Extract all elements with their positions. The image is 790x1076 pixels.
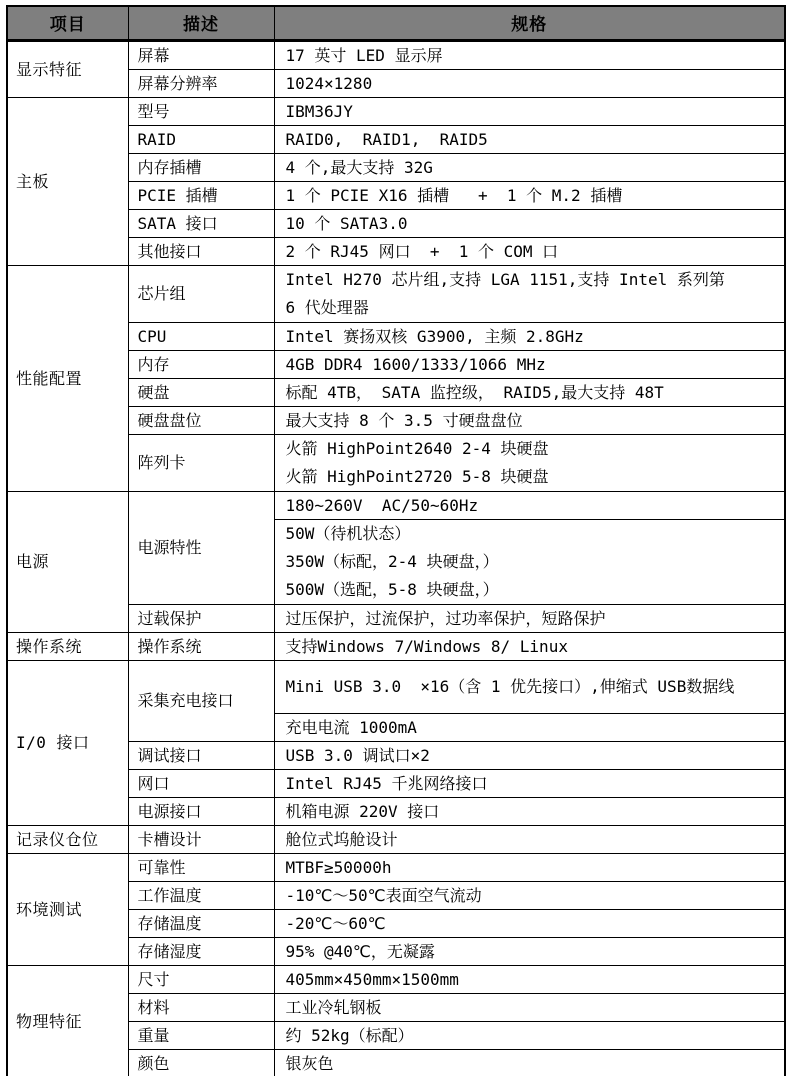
item-cell: 性能配置	[7, 265, 128, 491]
table-row	[7, 97, 785, 125]
table-row	[7, 40, 785, 69]
spec-cell: 2 个 RJ45 网口 + 1 个 COM 口	[274, 237, 785, 265]
desc-cell: 电源接口	[128, 797, 274, 825]
desc-cell: 工作温度	[128, 881, 274, 909]
item-cell: 记录仪仓位	[7, 825, 128, 853]
spec-cell: 1024×1280	[274, 69, 785, 97]
spec-table	[6, 5, 786, 1076]
desc-cell: 调试接口	[128, 741, 274, 769]
spec-cell: Intel RJ45 千兆网络接口	[274, 769, 785, 797]
spec-line: 500W（选配，5-8 块硬盘，）	[285, 579, 499, 599]
item-cell: 物理特征	[7, 965, 128, 1076]
spec-cell: -20℃～60℃	[274, 909, 785, 937]
item-cell: 主板	[7, 97, 128, 265]
spec-cell: 舱位式坞舱设计	[274, 825, 785, 853]
spec-line: 350W（标配，2-4 块硬盘，）	[285, 551, 499, 571]
desc-cell: 屏幕分辨率	[128, 69, 274, 97]
table-row	[7, 965, 785, 993]
header-cell-spec: 规格	[274, 6, 785, 40]
spec-cell: 10 个 SATA3.0	[274, 209, 785, 237]
desc-cell: 可靠性	[128, 853, 274, 881]
table-row	[7, 660, 785, 713]
spec-line: 火箭 HighPoint2720 5-8 块硬盘	[285, 466, 549, 486]
desc-cell: 存储湿度	[128, 937, 274, 965]
table-header-row	[7, 6, 785, 40]
header-cell-item: 项目	[7, 6, 128, 40]
desc-cell: 重量	[128, 1021, 274, 1049]
spec-cell: 95% @40℃，无凝露	[274, 937, 785, 965]
item-cell: 电源	[7, 491, 128, 632]
item-cell: 操作系统	[7, 632, 128, 660]
spec-cell: 17 英寸 LED 显示屏	[274, 40, 785, 69]
spec-cell	[274, 265, 785, 322]
desc-cell: 屏幕	[128, 40, 274, 69]
table-row	[7, 853, 785, 881]
spec-cell: 约 52kg（标配）	[274, 1021, 785, 1049]
spec-cell: 银灰色	[274, 1049, 785, 1076]
desc-cell: 操作系统	[128, 632, 274, 660]
desc-cell: 硬盘盘位	[128, 406, 274, 434]
desc-cell: 硬盘	[128, 378, 274, 406]
table-row	[7, 265, 785, 322]
spec-cell: Intel 赛扬双核 G3900, 主频 2.8GHz	[274, 322, 785, 350]
desc-cell: 存储温度	[128, 909, 274, 937]
desc-cell: 电源特性	[128, 491, 274, 604]
spec-cell: 405mm×450mm×1500mm	[274, 965, 785, 993]
spec-line: 50W（待机状态）	[285, 523, 411, 543]
header-cell-desc: 描述	[128, 6, 274, 40]
spec-table-body	[7, 40, 785, 1076]
desc-cell: 颜色	[128, 1049, 274, 1076]
table-row	[7, 632, 785, 660]
desc-cell: CPU	[128, 322, 274, 350]
spec-cell: 支持Windows 7/Windows 8/ Linux	[274, 632, 785, 660]
spec-cell: USB 3.0 调试口×2	[274, 741, 785, 769]
spec-cell: 充电电流 1000mA	[274, 713, 785, 741]
table-row	[7, 825, 785, 853]
desc-cell: 芯片组	[128, 265, 274, 322]
spec-cell	[274, 434, 785, 491]
desc-cell: 采集充电接口	[128, 660, 274, 741]
spec-line: 火箭 HighPoint2640 2-4 块硬盘	[285, 438, 549, 458]
desc-cell: PCIE 插槽	[128, 181, 274, 209]
spec-cell: 180~260V AC/50~60Hz	[274, 491, 785, 519]
spec-cell	[274, 519, 785, 604]
desc-cell: 型号	[128, 97, 274, 125]
spec-cell: IBM36JY	[274, 97, 785, 125]
desc-cell: 卡槽设计	[128, 825, 274, 853]
desc-cell: 阵列卡	[128, 434, 274, 491]
spec-cell: -10℃～50℃表面空气流动	[274, 881, 785, 909]
spec-cell: 4 个,最大支持 32G	[274, 153, 785, 181]
spec-cell: 4GB DDR4 1600/1333/1066 MHz	[274, 350, 785, 378]
desc-cell: 其他接口	[128, 237, 274, 265]
spec-cell: MTBF≥50000h	[274, 853, 785, 881]
spec-cell: RAID0, RAID1, RAID5	[274, 125, 785, 153]
desc-cell: 尺寸	[128, 965, 274, 993]
desc-cell: RAID	[128, 125, 274, 153]
spec-cell: 过压保护，过流保护，过功率保护，短路保护	[274, 604, 785, 632]
spec-cell: 机箱电源 220V 接口	[274, 797, 785, 825]
spec-cell: 工业冷轧钢板	[274, 993, 785, 1021]
desc-cell: 内存插槽	[128, 153, 274, 181]
spec-line: 6 代处理器	[285, 297, 369, 317]
desc-cell: 网口	[128, 769, 274, 797]
item-cell: 显示特征	[7, 40, 128, 97]
desc-cell: 材料	[128, 993, 274, 1021]
desc-cell: 内存	[128, 350, 274, 378]
spec-cell: 1 个 PCIE X16 插槽 + 1 个 M.2 插槽	[274, 181, 785, 209]
spec-cell: Mini USB 3.0 ×16（含 1 优先接口）,伸缩式 USB数据线	[274, 660, 785, 713]
table-row	[7, 491, 785, 519]
item-cell: 环境测试	[7, 853, 128, 965]
spec-cell: 最大支持 8 个 3.5 寸硬盘盘位	[274, 406, 785, 434]
spec-cell: 标配 4TB， SATA 监控级， RAID5,最大支持 48T	[274, 378, 785, 406]
item-cell: I/0 接口	[7, 660, 128, 825]
desc-cell: 过载保护	[128, 604, 274, 632]
spec-line: Intel H270 芯片组,支持 LGA 1151,支持 Intel 系列第	[285, 269, 725, 289]
desc-cell: SATA 接口	[128, 209, 274, 237]
